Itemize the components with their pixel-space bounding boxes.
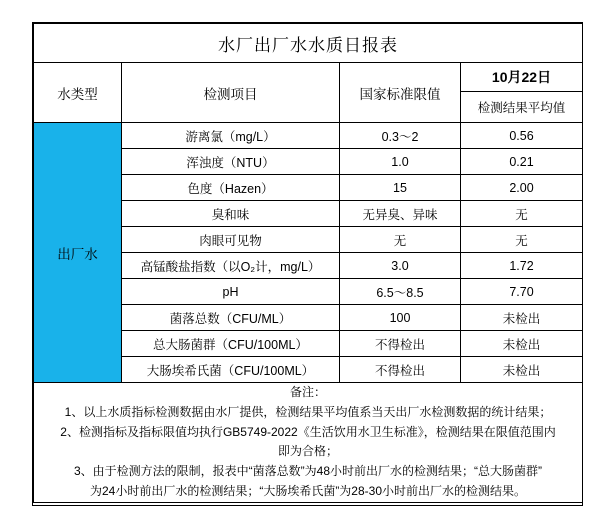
- report-table-container: [32, 22, 583, 506]
- item-limit: 6.5～8.5: [340, 279, 461, 305]
- notes-line: 2、检测指标及指标限值均执行GB5749-2022《生活饮用水卫生标准》，检测结果在限值范围内: [60, 424, 556, 439]
- header-date: 10月22日: [461, 63, 582, 92]
- item-result: 未检出: [461, 331, 583, 357]
- item-result: 2.00: [461, 175, 583, 201]
- item-limit: 无: [340, 227, 461, 253]
- item-result: 1.72: [461, 253, 583, 279]
- notes-line: 1、以上水质指标检测数据由水厂提供，检测结果平均值系当天出厂水检测数据的统计结果；: [64, 404, 552, 419]
- notes-block: [34, 383, 583, 503]
- header-date-subtitle: 检测结果平均值: [477, 101, 566, 115]
- item-limit: 不得检出: [340, 357, 461, 383]
- item-limit: 不得检出: [340, 331, 461, 357]
- item-limit: 3.0: [340, 253, 461, 279]
- header-row: [34, 63, 583, 123]
- item-name: pH: [122, 279, 340, 305]
- item-name: 臭和味: [122, 201, 340, 227]
- item-result: 0.21: [461, 149, 583, 175]
- header-date-group: [461, 63, 583, 123]
- item-result: 未检出: [461, 357, 583, 383]
- item-name: 色度（Hazen）: [122, 175, 340, 201]
- notes-line: 3、由于检测方法的限制，报表中“菌落总数”为48小时前出厂水的检测结果；“总大肠菌群”: [73, 464, 542, 479]
- item-name: 高锰酸盐指数（以O₂计，mg/L）: [122, 253, 340, 279]
- item-result: 未检出: [461, 305, 583, 331]
- water-quality-table: [33, 23, 583, 503]
- table-row: [34, 123, 583, 149]
- notes-line: 备注：: [289, 385, 326, 399]
- item-result: 无: [461, 227, 583, 253]
- item-result: 0.56: [461, 123, 583, 149]
- item-limit: 100: [340, 305, 461, 331]
- title-row: [34, 24, 583, 63]
- item-limit: 0.3～2: [340, 123, 461, 149]
- item-name: 游离氯（mg/L）: [122, 123, 340, 149]
- item-name: 大肠埃希氏菌（CFU/100ML）: [122, 357, 340, 383]
- item-limit: 15: [340, 175, 461, 201]
- notes-line: 即为合格；: [277, 444, 338, 459]
- notes-line: 为24小时前出厂水的检测结果；“大肠埃希氏菌”为28-30小时前出厂水的检测结果。: [89, 483, 527, 498]
- header-water-type: 水类型: [34, 63, 122, 123]
- item-limit: 1.0: [340, 149, 461, 175]
- header-test-item: 检测项目: [122, 63, 340, 123]
- header-national-limit: 国家标准限值: [340, 63, 461, 123]
- page-title: 水厂出厂水水质日报表: [34, 24, 583, 63]
- notes-row: [34, 383, 583, 503]
- item-name: 总大肠菌群（CFU/100ML）: [122, 331, 340, 357]
- item-name: 肉眼可见物: [122, 227, 340, 253]
- water-type-cell: 出厂水: [34, 123, 122, 383]
- item-name: 菌落总数（CFU/ML）: [122, 305, 340, 331]
- item-limit: 无异臭、异味: [340, 201, 461, 227]
- item-name: 浑浊度（NTU）: [122, 149, 340, 175]
- item-result: 7.70: [461, 279, 583, 305]
- item-result: 无: [461, 201, 583, 227]
